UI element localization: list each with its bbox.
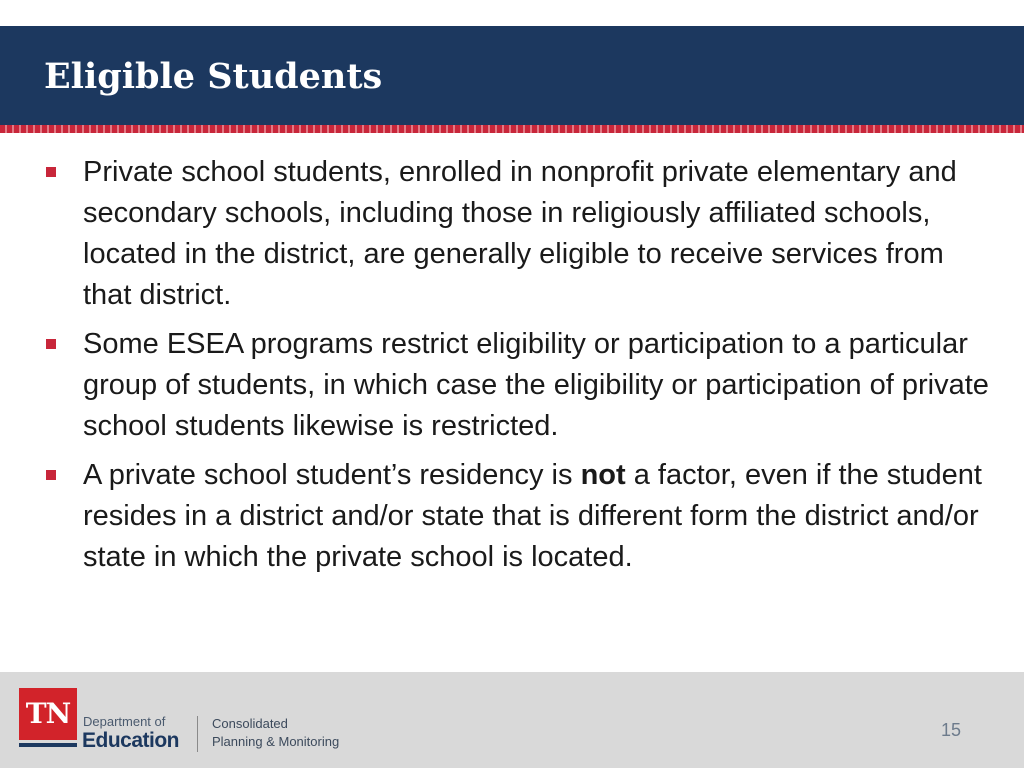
bullet-list	[45, 152, 1000, 586]
bullet-item	[45, 324, 1000, 447]
title-underline-rule	[0, 125, 1024, 133]
program-name-line2: Planning & Monitoring	[212, 734, 340, 749]
square-bullet-icon	[46, 339, 56, 349]
bullet-text-after: a factor, even if the student resides in a district and/or state that is different form the district and/or state in which the private school is located.	[83, 459, 982, 573]
bullet-item	[45, 455, 1000, 578]
bullet-text: Private school students, enrolled in nonprofit private elementary and secondary schools, including those in religiously affiliated schools, located in the district, are generally eligible to receive services from that district.	[83, 156, 957, 311]
department-name: Education	[82, 729, 180, 752]
square-bullet-icon	[46, 167, 56, 177]
page-number: 15	[941, 720, 962, 740]
footer-divider	[197, 716, 198, 752]
tn-logo-mark: TN	[19, 688, 77, 740]
slide-title: Eligible Students	[44, 56, 383, 97]
bullet-emphasis: not	[580, 459, 626, 491]
tn-logo	[19, 688, 77, 750]
bullet-item	[45, 152, 1000, 316]
department-label: Department of	[83, 714, 166, 729]
tn-logo-stripe	[19, 743, 77, 747]
bullet-text-before: A private school student’s residency is	[83, 459, 581, 491]
square-bullet-icon	[46, 470, 56, 480]
program-name-line1: Consolidated	[212, 716, 288, 731]
bullet-text: Some ESEA programs restrict eligibility or participation to a particular group of students, in which case the eligibility or participation of private school students likewise is restricted.	[83, 328, 989, 442]
